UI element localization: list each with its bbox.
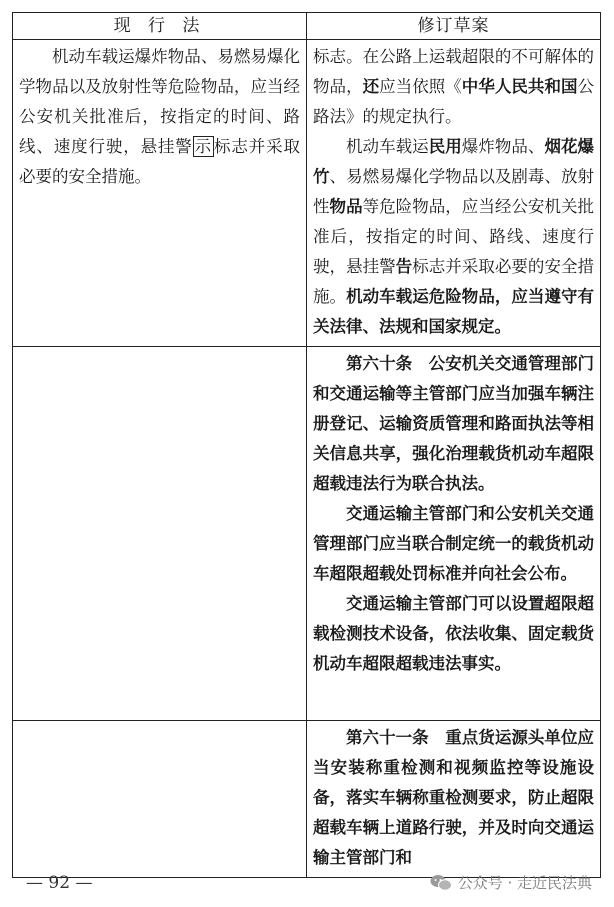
row2-current-cell-empty [13, 347, 307, 721]
watermark-text: 公众号 · 走近民法典 [457, 874, 592, 892]
row1-current-text: 机动车载运爆炸物品、易燃易爆化学物品以及放射性等危险物品，应当经公安机关批准后，按指定的时间、路线、速度行驶，悬挂警 示 标志并采取必要的安全措施。 [19, 47, 301, 186]
boxed-character: 示 [194, 137, 213, 156]
row1-draft-para-1: 标志。在公路上运载超限的不可解体的物品，还应当依照《中华人民共和国公路法》的规定执行。 [313, 47, 594, 126]
row3-current-cell-empty [13, 721, 307, 878]
header-revision-draft: 修订草案 [307, 13, 601, 40]
wechat-icon [430, 874, 452, 892]
watermark [430, 872, 592, 893]
article-61-para-1: 第六十一条 重点货运源头单位应当安装称重检测和视频监控等设施设备，落实车辆称重检测要求，防止超限超载车辆上道路行驶，并及时向交通运输主管部门和 [313, 728, 594, 867]
page-number: — 92 — [26, 873, 93, 893]
row2-draft-cell [307, 347, 601, 721]
row1-draft-para-2: 机动车载运民用爆炸物品、烟花爆竹、易燃易爆化学物品以及剧毒、放射性物品等危险物品，应当经公安机关批准后，按指定的时间、路线、速度行驶，悬挂警告标志并采取必要的安全措施。机动车载运危险物品，应当遵守有关法律、法规和国家规定。 [313, 137, 595, 336]
header-current-law: 现 行 法 [13, 13, 307, 40]
row3-draft-cell [307, 721, 601, 878]
article-60-para-2: 交通运输主管部门和公安机关交通管理部门应当联合制定统一的载货机动车超限超载处罚标准并向社会公布。 [313, 504, 594, 583]
comparison-table [12, 12, 601, 878]
row1-draft-cell [307, 40, 601, 347]
article-60-para-3: 交通运输主管部门可以设置超限超载检测技术设备，依法收集、固定载货机动车超限超载违法事实。 [313, 594, 594, 673]
article-60-para-1: 第六十条 公安机关交通管理部门和交通运输等主管部门应当加强车辆注册登记、运输资质管理和路面执法等相关信息共享，强化治理载货机动车超限超载违法行为联合执法。 [313, 354, 594, 493]
row1-current-cell [13, 40, 307, 347]
